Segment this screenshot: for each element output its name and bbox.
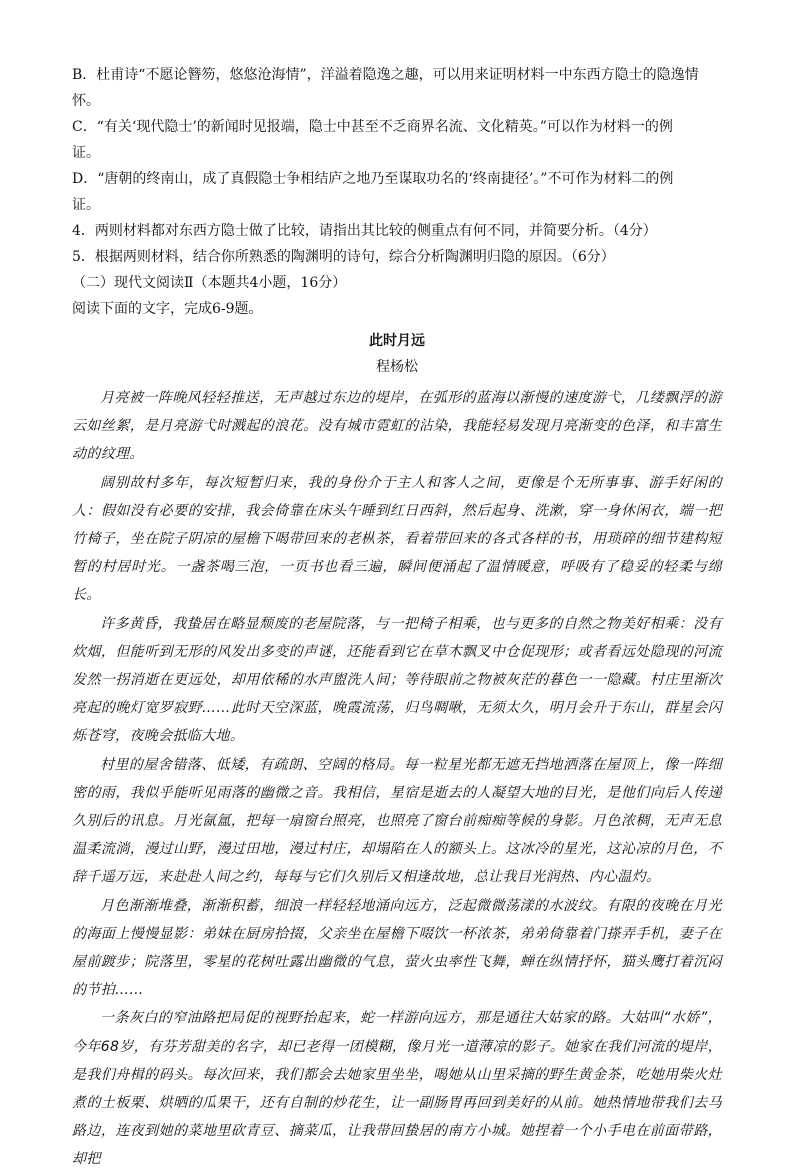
article-paragraph-3: 许多黄昏，我蛰居在略显颓废的老屋院落，与一把椅子相乘，也与更多的自然之物美好相乘：没有炊烟，但能听到无形的风发出多变的声谜，还能看到它在草木飘叉中仓促现形；或者看远处隐现的河流发然一拐消逝在更远处，却用依稀的水声盥洗人间；等待眼前之物被灰茫的暮色一一隐藏。村庄里渐次亮起的晚灯宽罗寂野……此时天空深蓝，晚霞流荡，归鸟啁啾，无须太久，明月会升于东山，群星会闪烁苍穹，夜晚会抵临大地。: [72, 615, 722, 745]
article-paragraph-5: 月色渐渐堆叠，渐渐积蓄，细浪一样轻轻地涌向远方，泛起微微荡漾的水波纹。有限的夜晚在月光的海面上慢慢显影：弟妹在厨房拾掇，父亲坐在屋檐下啜饮一杯浓茶，弟弟倚靠着门搽弄手机，妻子在屋前踱步；院落里，零星的花树吐露出幽微的气息，萤火虫率性飞舞，蝉在纵情抒怀，猫头鹰打着沉闷的节拍……: [72, 897, 722, 999]
section-heading: （二）现代文阅读Ⅱ（本题共4小题，16分）: [72, 275, 347, 291]
option-c-line-2: 证。: [72, 145, 100, 161]
reading-instruction: 阅读下面的文字，完成6-9题。: [72, 301, 263, 317]
article-paragraph-6: 一条灰白的窄油路把局促的视野抬起来，蛇一样游向远方，那是通往大姑家的路。大姑叫“水娇”，今年68岁，有芬芳甜美的名字，却已老得一团模糊，像月光一道薄凉的影子。她家在我们河流的堤岸，是我们舟楫的码头。每次回来，我们都会去她家里坐坐，喝她从山里采摘的野生黄金茶，吃她用柴火灶煮的土板栗、烘晒的瓜果干，还有自制的炒花生，让一副肠胃再回到美好的从前。她热情地带我们去马路边，连夜到她的菜地里砍青豆、摘菜瓜，让我带回蛰居的南方小城。她捏着一个小手电在前面带路，却把: [72, 1010, 722, 1168]
article-paragraph-1: 月亮被一阵晚风轻轻推送，无声越过东边的堤岸，在弧形的蓝海以渐慢的速度游弋，几缕飘浮的游云如丝絮，是月亮游弋时溅起的浪花。没有城市霓虹的沾染，我能轻易发现月亮渐变的色泽，和丰富生动的纹理。: [72, 390, 722, 463]
option-c-line-1: C．“有关‘现代隐士’的新闻时见报端，隐士中甚至不乏商界名流、文化精英。”可以作为材料一的例: [72, 119, 673, 135]
article-paragraph-2: 阔别故村多年，每次短暂归来，我的身份介于主人和客人之间，更像是个无所事事、游手好闲的人：假如没有必要的安排，我会倚靠在床头午睡到红日西斜，然后起身、洗漱，穿一身休闲衣，端一把竹椅子，坐在院子阴凉的屋檐下喝带回来的老枞茶，看着带回来的各式各样的书，用琐碎的细节建构短暂的村居时光。一盏茶喝三泡，一页书也看三遍，瞬间便涌起了温情暖意，呼吸有了稳妥的轻柔与绵长。: [72, 474, 722, 604]
question-5: 5．根据两则材料，结合你所熟悉的陶渊明的诗句，综合分析陶渊明归隐的原因。（6分）: [72, 249, 615, 265]
exam-page: [72, 62, 722, 1174]
article-title: 此时月远: [369, 333, 425, 349]
question-4: 4．两则材料都对东西方隐士做了比较，请指出其比较的侧重点有何不同，并简要分析。（4分）: [72, 223, 657, 239]
article-paragraph-4: 村里的屋舍错落、低矮，有疏朗、空阔的格局。每一粒星光都无遮无挡地洒落在屋顶上，像一阵细密的雨，我似乎能听见雨落的幽微之音。我相信，星宿是逝去的人凝望大地的目光，是他们向后人传递久别后的讯息。月光氤氲，把每一扇窗台照亮，也照亮了窗台前痴痴等候的身影。月色浓稠，无声无息温柔流淌，漫过山野，漫过田地，漫过村庄，却塌陷在人的额头上。这冰冷的星光，这沁凉的月色，不辞千遥万远，来赴赴人间之约，每每与它们久别后又相逢故地，总让我目光润热、内心温灼。: [72, 756, 722, 886]
option-b-line-1: B．杜甫诗“不愿论簪笏，悠悠沧海情”，洋溢着隐逸之趣，可以用来证明材料一中东西方隐士的隐逸情: [72, 67, 699, 83]
article-author: 程杨松: [376, 359, 418, 375]
option-d-line-1: D．“唐朝的终南山，成了真假隐士争相结庐之地乃至谋取功名的‘终南捷径’。”不可作为材料二的例: [72, 171, 674, 187]
option-b-line-2: 怀。: [72, 93, 100, 109]
option-d-line-2: 证。: [72, 197, 100, 213]
